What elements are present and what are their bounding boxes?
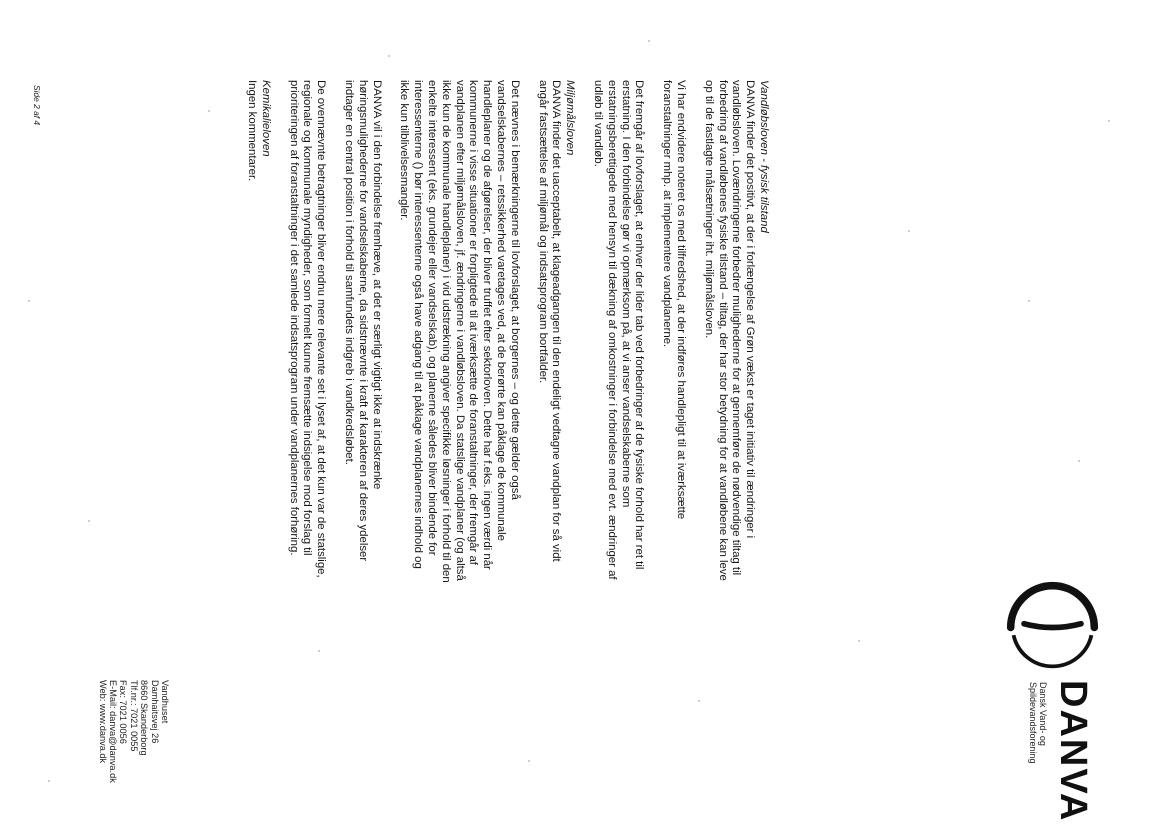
section-title: Kemikalieloven [259, 80, 272, 157]
paragraph: Det nævnes i bemærkningerne til lovforslaget, at borgernes – og dette gælder også vandselskabernes – retssikkerhed varetages ved, at de berørte kan påklage de kommunale handleplaner og de afgørelser, der bliver truffet efter sektorloven. Dette har f.eks. ingen værdi når kommunerne i visse situationer er forpligtede til at iværksætte de foranstaltninger, der fremgår af vandplanen efter miljømålsloven, jf. ændringerne i vandløbsloven. Da statslige vandplaner (og altså ikke kun de kommunale handleplaner) i vid udstrækning angiver specifikke løsninger i forhold til den enkelte interessent (eks. grundejer eller vandselskab), og planerne således bliver bindende for interessenterne () bør interessenterne også have adgang til at påklage vandplanernes indhold og ikke kun tilblivelsesmangler. [398, 80, 521, 583]
scan-speck [908, 230, 910, 232]
address-line: Damhaitsvej 26 [149, 680, 160, 744]
scan-speck [698, 700, 700, 702]
paragraph: DANVA finder det uacceptabelt, at klageadgangen til den endeligt vedtagne vandplan for så vidt angår fastsættelse af miljømål og indsatsprogram bortfalder. [536, 80, 563, 562]
paragraph: De ovennævnte betragtninger bliver endnu mere relevante set i lyset af, at det kun var de statslige, regionale og kommunale myndigheder, som formelt kunne fremsætte indsigelse mod forslag til prioriteringen af foranstaltninger i det samlede indsatsprogram under vandplanernes forhøring. [287, 80, 328, 578]
scan-speck [88, 520, 90, 522]
section-title: Vandløbsloven - fysisk tilstand [758, 80, 770, 233]
scan-speck [48, 780, 50, 782]
address-line: Tlf.nr.: 7021 0055 [128, 680, 139, 752]
scan-speck [648, 40, 650, 42]
brand-tagline-line: Spildevandsforening [1028, 682, 1038, 764]
address-line: E-Mail: danva@danva.dk [107, 680, 118, 783]
page-number: Side 2 af 4 [32, 85, 42, 126]
brand-name: DANVA [1052, 680, 1094, 823]
scan-speck [1028, 300, 1030, 302]
address-block [97, 680, 170, 820]
danva-logo-icon [1005, 580, 1100, 675]
address-line: Fax: 7021 0056 [118, 680, 129, 744]
paragraph: Vi har endvidere noteret os med tilfredshed, at der indføres handlepligt til at iværksætte foranstaltninger mhp. at implementere vandplanerne. [661, 80, 688, 520]
scan-speck [318, 650, 320, 652]
brand-tagline-line: Dansk Vand- og [1038, 682, 1048, 746]
danva-logo [1000, 580, 1100, 823]
scan-speck [1108, 120, 1110, 122]
address-line: Web: www.danva.dk [97, 680, 108, 764]
body-text [230, 80, 770, 590]
section-title: Miljømålsloven [564, 80, 577, 156]
section-vandloebsloven [590, 80, 770, 590]
section-kemikalieloven [244, 80, 272, 590]
scan-speck [858, 640, 860, 642]
scan-speck [1078, 460, 1080, 462]
scan-speck [28, 300, 30, 302]
address-line: 8660 Skanderborg [139, 680, 150, 756]
scan-speck [208, 110, 210, 112]
scan-speck [388, 55, 390, 57]
brand-tagline [1028, 682, 1048, 792]
paragraph: DANVA vil i den forbindelse fremhæve, at det er særligt vigtigt ikke at indskrænke høringsmulighederne for vandselskaberne, da sidstnævnte i kraft af karakteren af deres ydelser indtager en central position i forhold til samfundets indgreb i vandkredsløbet. [343, 80, 383, 562]
paragraph: Ingen kommentarer. [246, 80, 259, 182]
scan-speck [528, 760, 530, 762]
paragraph: DANVA finder det positivt, at der i forlængelse af Grøn vækst er taget initiativ til ændringer i vandløbsloven. Lovændringerne forbedrer mulighederne for at gennemføre de nødvendige tiltag til forbedring af vandløbenes fysiske tilstand – tiltag, der har stor betydning for at vandløbene kan leve op til de fastlagte målsætninger iht. miljømålsloven. [702, 80, 757, 581]
paragraph: Det fremgår af lovforslaget, at enhver der lider tab ved forbedringer af de fysiske forhold har ret til erstatning. I den forbindelse gør vi opmærksom på, at vi anser vandselskaberne som erstatningsberettigede med hensyn til dækning af omkostninger i forbindelse med evt. ændringer af udløb til vandløb. [592, 80, 646, 580]
section-miljoemaalsloven [286, 80, 576, 590]
address-line: Vandhuset [160, 680, 170, 724]
